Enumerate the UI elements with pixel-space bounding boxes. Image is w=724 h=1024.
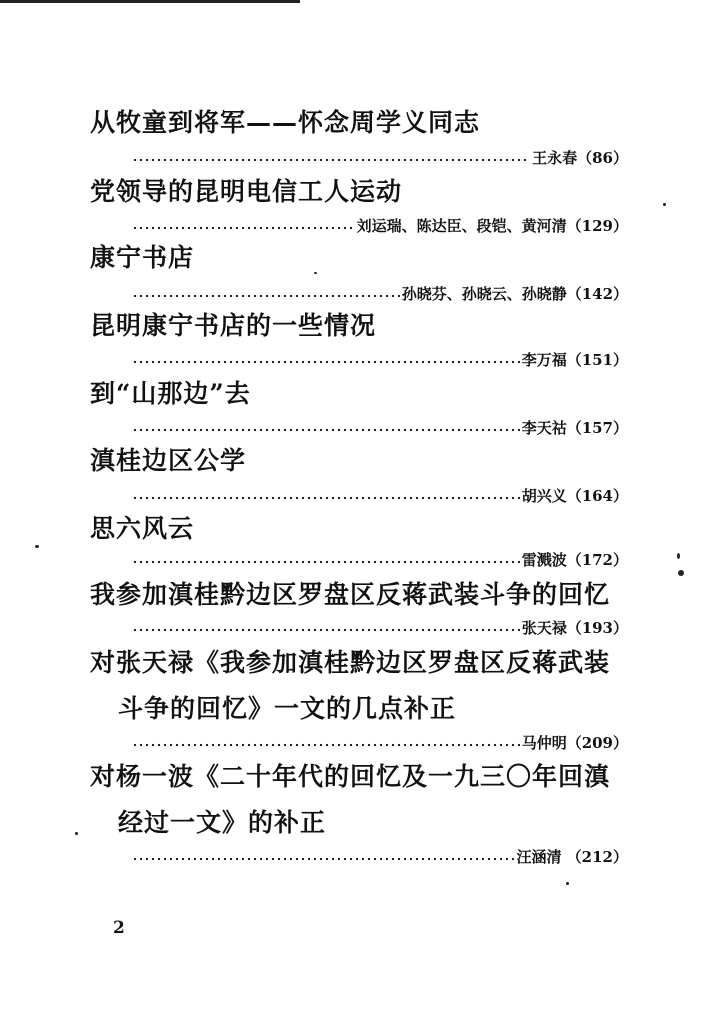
page-number: 2 [113,918,125,938]
dot-leader [132,225,355,231]
toc-entry-title: 到“山那边”去 [90,379,251,408]
dot-leader [132,627,520,633]
scan-speck [35,545,39,548]
toc-entry-title: 从牧童到将军——怀念周学义同志 [90,108,481,137]
dot-leader [132,742,520,748]
toc-entry-author-page: 孙晓芬、孙晓云、孙晓静（142） [401,285,628,303]
toc-entry-author-page: 马仲明（209） [521,734,628,752]
toc-entry-leader [132,616,628,638]
dot-leader [132,427,520,433]
toc-entry-title-continued: 斗争的回忆》一文的几点补正 [118,694,457,723]
toc-entry-leader [132,146,628,168]
toc-entry-title: 昆明康宁书店的一些情况 [90,311,377,340]
toc-entry-leader [132,845,628,867]
scan-speck [677,553,680,559]
toc-entry-leader [132,484,628,506]
toc-entry-author-page: 汪涵清 （212） [516,848,628,866]
toc-entry-author-page: 雷溅波（172） [521,551,628,569]
toc-entry-author-page: 王永春（86） [532,149,628,167]
scan-speck [75,832,78,835]
toc-entry-leader [132,548,628,570]
toc-entry-title: 思六风云 [90,514,195,543]
toc-entry-leader [132,731,628,753]
toc-entry-title: 对杨一波《二十年代的回忆及一九三〇年回滇 [90,762,611,791]
dot-leader [132,495,520,501]
page-top-edge [0,0,300,3]
dot-leader [132,293,400,299]
scan-speck [566,882,569,885]
toc-entry-title: 康宁书店 [90,243,195,272]
toc-entry-leader [132,282,628,304]
toc-entry-author-page: 刘运瑞、陈达臣、段铠、黄河清（129） [356,217,628,235]
dot-leader [132,359,520,365]
toc-entry-author-page: 胡兴义（164） [521,487,628,505]
toc-entry-author-page: 李万福（151） [521,351,628,369]
toc-entry-title-continued: 经过一文》的补正 [118,808,327,837]
toc-entry-title: 滇桂边区公学 [90,446,247,475]
scan-speck [314,272,317,274]
toc-entry-leader [132,416,628,438]
toc-entry-leader [132,348,628,370]
toc-entry-author-page: 张天禄（193） [521,619,628,637]
scan-speck [663,203,666,206]
toc-entry-title: 对张天禄《我参加滇桂黔边区罗盘区反蒋武装 [90,648,611,677]
toc-entry-title: 我参加滇桂黔边区罗盘区反蒋武装斗争的回忆 [90,580,611,609]
toc-entry-title: 党领导的昆明电信工人运动 [90,177,403,206]
dot-leader [132,856,514,862]
dot-leader [132,559,520,565]
dot-leader [132,157,530,163]
toc-entry-leader [132,214,628,236]
toc-entry-author-page: 李天祜（157） [521,419,628,437]
scan-speck [678,570,684,576]
